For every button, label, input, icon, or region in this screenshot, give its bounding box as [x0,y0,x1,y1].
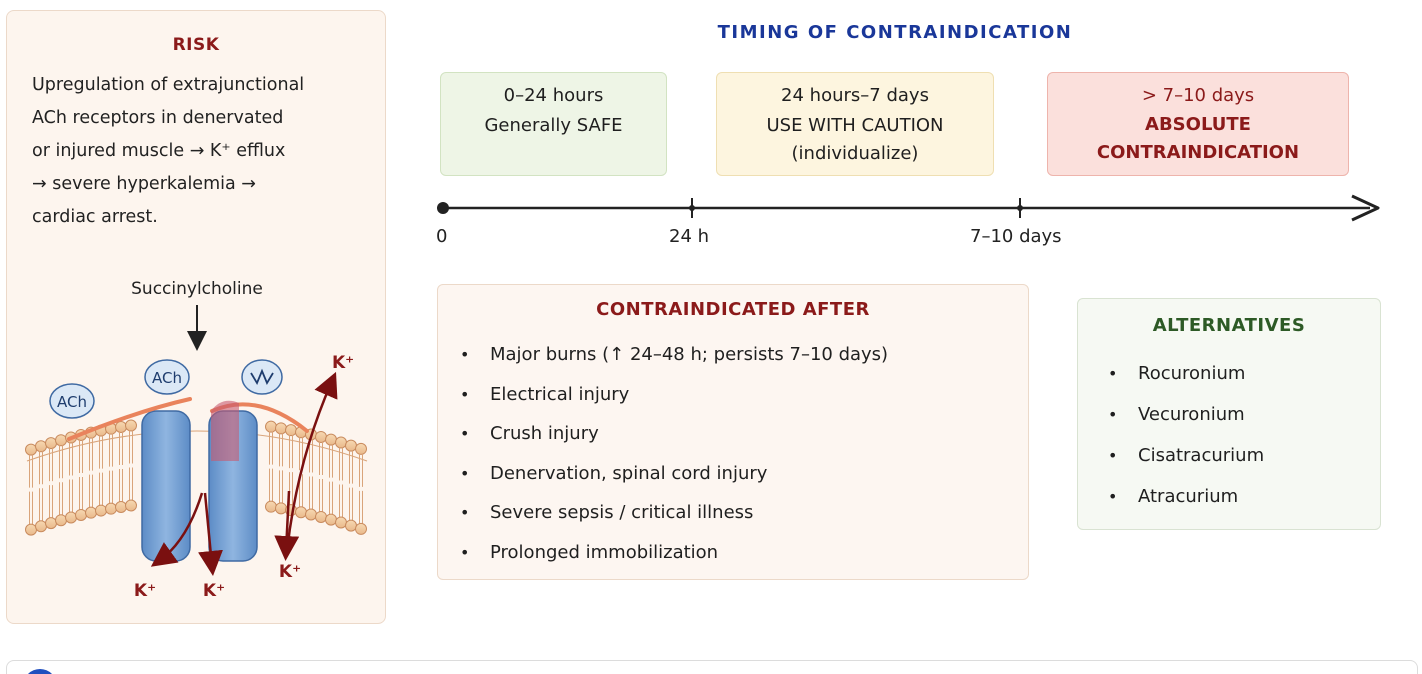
alternatives-panel [1077,298,1381,530]
timeline-origin-marker [437,202,449,214]
bullet-icon: • [1108,364,1118,383]
bullet-icon: • [460,384,470,404]
risk-line: cardiac arrest. [32,207,158,227]
risk-line: → severe hyperkalemia → [32,174,256,194]
list-item: • Major burns (↑ 24–48 h; persists 7–10 days) [458,335,888,375]
bullet-icon: • [460,424,470,443]
phase-safe [440,72,667,176]
risk-line: Upregulation of extrajunctional [32,75,305,95]
bullet-icon: • [1108,405,1118,424]
timeline-axis [420,188,1390,228]
bullet-icon: • [460,503,470,522]
contraindicated-list [458,335,888,572]
potassium-ion-label: K⁺ [133,581,157,601]
bullet-icon: • [460,542,470,562]
phase-absolute-contraindication [1047,72,1349,176]
potassium-ion-label: K⁺ [278,562,302,582]
succinylcholine-label: Succinylcholine [131,279,263,299]
phase-description: Generally SAFE [484,115,623,136]
contraindicated-panel [437,284,1029,580]
ach-molecule [50,384,94,418]
bullet-icon: • [460,345,470,364]
contraindicated-title: CONTRAINDICATED AFTER [596,299,870,320]
phase-description: USE WITH CAUTION [766,115,944,136]
phase-description: ABSOLUTE CONTRAINDICATION [1096,114,1300,163]
phase-caution [716,72,994,176]
tick-label: 24 h [669,226,710,247]
tick-label: 0 [436,226,448,247]
list-item: • Crush injury [458,414,888,454]
list-item: • Severe sepsis / critical illness [458,493,888,533]
risk-description [32,69,372,234]
ach-molecule [145,360,189,394]
timing-title: TIMING OF CONTRAINDICATION [717,22,1073,43]
bullet-icon: • [1108,487,1118,506]
succinylcholine-molecule-icon [242,360,282,394]
alternatives-list [1106,353,1264,517]
phase-range: > 7–10 days [1141,85,1255,106]
potassium-ion-label: K⁺ [332,353,355,373]
list-item: • Denervation, spinal cord injury [458,454,888,494]
receptor-membrane-diagram [7,261,387,611]
bullet-icon: • [1108,446,1118,465]
list-item: • Rocuronium [1106,353,1264,394]
ach-label: ACh [152,369,182,387]
alternatives-title: ALTERNATIVES [1152,315,1306,336]
tick-label: 7–10 days [970,226,1062,247]
bullet-icon: • [460,463,470,483]
potassium-ion-label: K⁺ [202,581,226,601]
phase-range: 0–24 hours [503,85,604,106]
risk-panel [6,10,386,624]
list-item: • Cisatracurium [1106,435,1264,476]
phase-range: 24 hours–7 days [781,85,929,106]
list-item: • Atracurium [1106,476,1264,517]
timeline-tick-24h [689,198,695,218]
ach-label: ACh [57,393,87,411]
list-item: • Electrical injury [458,375,888,415]
risk-line: or injured muscle → K⁺ efflux [32,141,286,161]
footer-note-panel [6,660,1418,674]
risk-line: ACh receptors in denervated [32,108,284,128]
timeline-tick-7-10-days [1017,198,1023,218]
phase-note: (individualize) [791,143,919,164]
list-item: • Vecuronium [1106,394,1264,435]
risk-title: RISK [172,35,220,55]
info-icon [23,669,57,674]
list-item: • Prolonged immobilization [458,533,888,573]
